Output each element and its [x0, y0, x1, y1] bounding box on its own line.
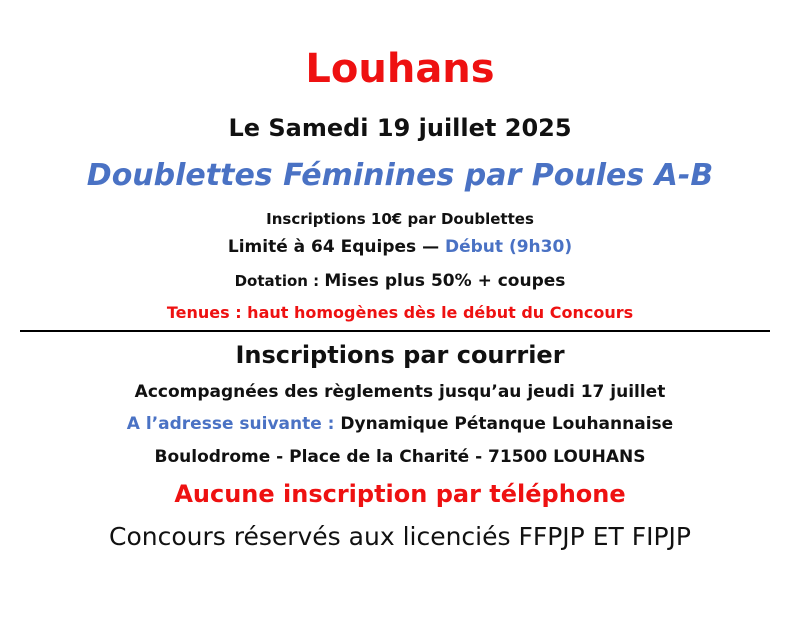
start-time: Début (9h30): [445, 237, 573, 257]
registration-deadline: Accompagnées des règlements jusqu’au jeudi 17 juillet: [134, 382, 666, 402]
prize-label: Dotation :: [234, 272, 325, 290]
event-name: Doublettes Féminines par Poules A-B: [86, 158, 714, 193]
page-title: Louhans: [305, 46, 495, 92]
address-label: A l’adresse suivante :: [126, 414, 341, 434]
registration-fee: Inscriptions 10€ par Doublettes: [266, 210, 534, 228]
address-line: [0, 414, 800, 434]
prize-line: [0, 271, 800, 291]
no-phone-notice: Aucune inscription par téléphone: [174, 480, 626, 508]
address-name: Dynamique Pétanque Louhannaise: [340, 414, 674, 434]
team-limit-text: Limité à 64 Equipes —: [227, 237, 445, 257]
section-divider: [20, 330, 770, 332]
team-limit-line: [0, 237, 800, 257]
venue-address: Boulodrome - Place de la Charité - 71500 LOUHANS: [154, 447, 646, 467]
mail-registration-heading: Inscriptions par courrier: [235, 341, 565, 369]
prize-value: Mises plus 50% + coupes: [324, 271, 566, 291]
dress-code: Tenues : haut homogènes dès le début du Concours: [166, 303, 634, 322]
event-date: Le Samedi 19 juillet 2025: [228, 114, 572, 142]
eligibility-notice: Concours réservés aux licenciés FFPJP ET FIPJP: [108, 522, 691, 551]
